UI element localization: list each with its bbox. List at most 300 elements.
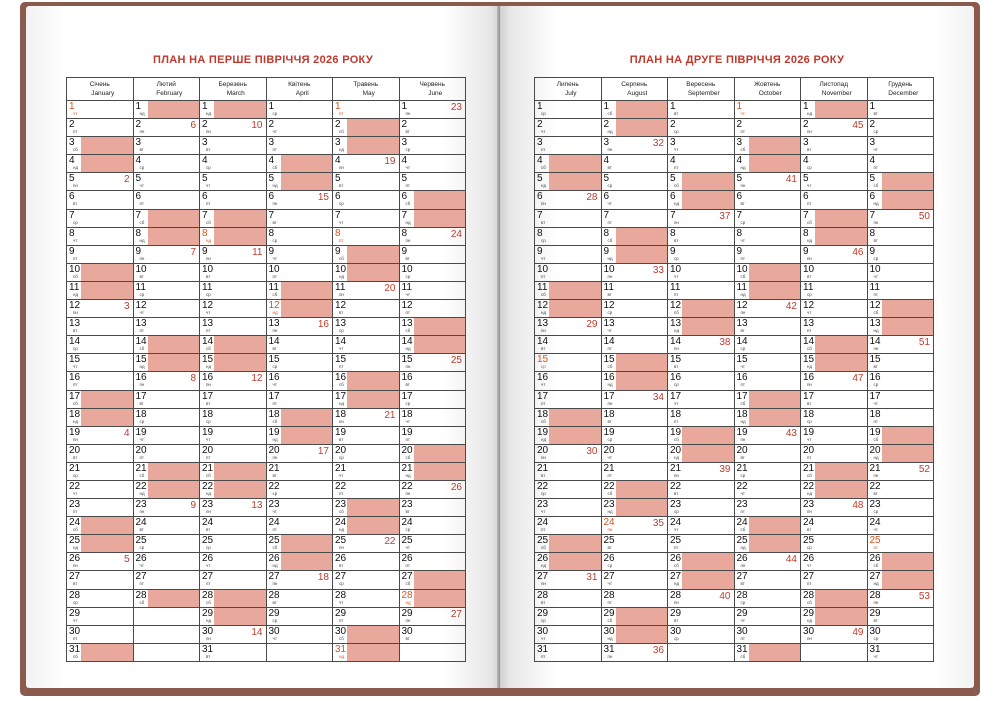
day-cell[interactable] (602, 119, 668, 137)
day-cell[interactable] (333, 499, 399, 517)
day-cell[interactable] (868, 119, 934, 137)
day-cell[interactable] (801, 264, 867, 282)
day-cell[interactable] (400, 644, 466, 662)
day-cell[interactable] (735, 372, 801, 390)
day-cell[interactable] (602, 246, 668, 264)
day-cell[interactable] (267, 101, 333, 119)
day-cell[interactable] (333, 246, 399, 264)
day-cell[interactable] (267, 354, 333, 372)
day-cell[interactable] (868, 137, 934, 155)
day-cell[interactable] (735, 608, 801, 626)
day-cell[interactable] (535, 137, 601, 155)
day-cell[interactable] (801, 191, 867, 209)
day-cell[interactable] (668, 119, 734, 137)
day-cell[interactable] (668, 535, 734, 553)
day-cell[interactable] (868, 391, 934, 409)
day-cell[interactable] (67, 499, 133, 517)
day-cell[interactable] (333, 553, 399, 571)
day-cell[interactable] (200, 372, 266, 390)
day-cell[interactable] (668, 391, 734, 409)
day-cell[interactable] (134, 553, 200, 571)
day-cell[interactable] (134, 228, 200, 246)
day-cell[interactable] (668, 517, 734, 535)
day-cell[interactable] (333, 137, 399, 155)
day-cell[interactable] (200, 409, 266, 427)
day-cell[interactable] (801, 517, 867, 535)
day-cell[interactable] (333, 228, 399, 246)
day-cell[interactable] (801, 481, 867, 499)
day-cell[interactable] (200, 101, 266, 119)
day-cell[interactable] (735, 173, 801, 191)
day-cell[interactable] (602, 644, 668, 662)
day-cell[interactable] (602, 155, 668, 173)
day-cell[interactable] (134, 535, 200, 553)
day-cell[interactable] (400, 590, 466, 608)
day-cell[interactable] (400, 210, 466, 228)
day-cell[interactable] (668, 210, 734, 228)
day-cell[interactable] (868, 517, 934, 535)
day-cell[interactable] (400, 372, 466, 390)
day-cell[interactable] (735, 553, 801, 571)
day-cell[interactable] (400, 336, 466, 354)
day-cell[interactable] (200, 517, 266, 535)
day-cell[interactable] (200, 499, 266, 517)
day-cell[interactable] (801, 608, 867, 626)
day-cell[interactable] (668, 246, 734, 264)
day-cell[interactable] (333, 101, 399, 119)
day-cell[interactable] (801, 372, 867, 390)
day-cell[interactable] (602, 590, 668, 608)
day-cell[interactable] (333, 318, 399, 336)
day-cell[interactable] (801, 336, 867, 354)
day-cell[interactable] (868, 571, 934, 589)
day-cell[interactable] (400, 463, 466, 481)
day-cell[interactable] (400, 155, 466, 173)
day-cell[interactable] (400, 318, 466, 336)
day-cell[interactable] (267, 119, 333, 137)
day-cell[interactable] (400, 535, 466, 553)
day-cell[interactable] (602, 191, 668, 209)
day-cell[interactable] (333, 626, 399, 644)
day-cell[interactable] (668, 191, 734, 209)
day-cell[interactable] (535, 590, 601, 608)
day-cell[interactable] (134, 517, 200, 535)
day-cell[interactable] (801, 137, 867, 155)
day-cell[interactable] (801, 553, 867, 571)
day-cell[interactable] (668, 228, 734, 246)
day-cell[interactable] (200, 336, 266, 354)
day-cell[interactable] (267, 228, 333, 246)
day-cell[interactable] (67, 571, 133, 589)
day-cell[interactable] (134, 246, 200, 264)
day-cell[interactable] (267, 246, 333, 264)
day-cell[interactable] (267, 427, 333, 445)
day-cell[interactable] (735, 264, 801, 282)
day-cell[interactable] (200, 445, 266, 463)
day-cell[interactable] (868, 300, 934, 318)
day-cell[interactable] (134, 445, 200, 463)
day-cell[interactable] (535, 336, 601, 354)
day-cell[interactable] (333, 336, 399, 354)
day-cell[interactable] (200, 300, 266, 318)
day-cell[interactable] (735, 409, 801, 427)
day-cell[interactable] (602, 354, 668, 372)
day-cell[interactable] (668, 590, 734, 608)
day-cell[interactable] (400, 427, 466, 445)
day-cell[interactable] (400, 391, 466, 409)
day-cell[interactable] (400, 137, 466, 155)
day-cell[interactable] (134, 318, 200, 336)
day-cell[interactable] (735, 481, 801, 499)
day-cell[interactable] (200, 318, 266, 336)
day-cell[interactable] (602, 427, 668, 445)
day-cell[interactable] (200, 354, 266, 372)
day-cell[interactable] (868, 590, 934, 608)
day-cell[interactable] (134, 173, 200, 191)
day-cell[interactable] (868, 535, 934, 553)
day-cell[interactable] (602, 517, 668, 535)
day-cell[interactable] (535, 210, 601, 228)
day-cell[interactable] (735, 318, 801, 336)
day-cell[interactable] (134, 571, 200, 589)
day-cell[interactable] (67, 553, 133, 571)
day-cell[interactable] (535, 445, 601, 463)
day-cell[interactable] (67, 481, 133, 499)
day-cell[interactable] (801, 644, 867, 662)
day-cell[interactable] (333, 155, 399, 173)
day-cell[interactable] (200, 264, 266, 282)
day-cell[interactable] (668, 626, 734, 644)
day-cell[interactable] (267, 644, 333, 662)
day-cell[interactable] (535, 101, 601, 119)
day-cell[interactable] (868, 463, 934, 481)
day-cell[interactable] (535, 608, 601, 626)
day-cell[interactable] (67, 535, 133, 553)
day-cell[interactable] (735, 499, 801, 517)
day-cell[interactable] (535, 427, 601, 445)
day-cell[interactable] (333, 463, 399, 481)
day-cell[interactable] (801, 590, 867, 608)
day-cell[interactable] (868, 336, 934, 354)
day-cell[interactable] (267, 318, 333, 336)
day-cell[interactable] (67, 336, 133, 354)
day-cell[interactable] (668, 264, 734, 282)
day-cell[interactable] (267, 372, 333, 390)
day-cell[interactable] (868, 191, 934, 209)
day-cell[interactable] (67, 463, 133, 481)
day-cell[interactable] (735, 191, 801, 209)
day-cell[interactable] (602, 481, 668, 499)
day-cell[interactable] (602, 499, 668, 517)
day-cell[interactable] (267, 155, 333, 173)
day-cell[interactable] (535, 318, 601, 336)
day-cell[interactable] (200, 427, 266, 445)
day-cell[interactable] (134, 608, 200, 626)
day-cell[interactable] (267, 445, 333, 463)
day-cell[interactable] (134, 210, 200, 228)
day-cell[interactable] (134, 499, 200, 517)
day-cell[interactable] (267, 391, 333, 409)
day-cell[interactable] (200, 571, 266, 589)
day-cell[interactable] (333, 535, 399, 553)
day-cell[interactable] (535, 571, 601, 589)
day-cell[interactable] (400, 228, 466, 246)
day-cell[interactable] (67, 391, 133, 409)
day-cell[interactable] (668, 445, 734, 463)
day-cell[interactable] (200, 626, 266, 644)
day-cell[interactable] (801, 445, 867, 463)
day-cell[interactable] (134, 264, 200, 282)
day-cell[interactable] (134, 336, 200, 354)
day-cell[interactable] (668, 644, 734, 662)
day-cell[interactable] (868, 155, 934, 173)
day-cell[interactable] (801, 463, 867, 481)
day-cell[interactable] (67, 608, 133, 626)
day-cell[interactable] (602, 626, 668, 644)
day-cell[interactable] (535, 155, 601, 173)
day-cell[interactable] (400, 354, 466, 372)
day-cell[interactable] (200, 535, 266, 553)
day-cell[interactable] (267, 517, 333, 535)
day-cell[interactable] (400, 499, 466, 517)
day-cell[interactable] (535, 372, 601, 390)
day-cell[interactable] (200, 210, 266, 228)
day-cell[interactable] (267, 463, 333, 481)
day-cell[interactable] (735, 246, 801, 264)
day-cell[interactable] (400, 119, 466, 137)
day-cell[interactable] (668, 173, 734, 191)
day-cell[interactable] (267, 191, 333, 209)
day-cell[interactable] (602, 336, 668, 354)
day-cell[interactable] (868, 372, 934, 390)
day-cell[interactable] (67, 191, 133, 209)
day-cell[interactable] (67, 318, 133, 336)
day-cell[interactable] (134, 372, 200, 390)
day-cell[interactable] (868, 626, 934, 644)
day-cell[interactable] (801, 427, 867, 445)
day-cell[interactable] (134, 481, 200, 499)
day-cell[interactable] (801, 282, 867, 300)
day-cell[interactable] (602, 463, 668, 481)
day-cell[interactable] (602, 228, 668, 246)
day-cell[interactable] (134, 463, 200, 481)
day-cell[interactable] (200, 590, 266, 608)
day-cell[interactable] (267, 173, 333, 191)
day-cell[interactable] (868, 608, 934, 626)
day-cell[interactable] (735, 282, 801, 300)
day-cell[interactable] (535, 264, 601, 282)
day-cell[interactable] (535, 481, 601, 499)
day-cell[interactable] (668, 137, 734, 155)
day-cell[interactable] (200, 608, 266, 626)
day-cell[interactable] (267, 300, 333, 318)
day-cell[interactable] (668, 427, 734, 445)
day-cell[interactable] (134, 427, 200, 445)
day-cell[interactable] (67, 210, 133, 228)
day-cell[interactable] (400, 173, 466, 191)
day-cell[interactable] (134, 354, 200, 372)
day-cell[interactable] (200, 644, 266, 662)
day-cell[interactable] (267, 608, 333, 626)
day-cell[interactable] (134, 391, 200, 409)
day-cell[interactable] (134, 119, 200, 137)
day-cell[interactable] (535, 246, 601, 264)
day-cell[interactable] (67, 427, 133, 445)
day-cell[interactable] (267, 571, 333, 589)
day-cell[interactable] (134, 282, 200, 300)
day-cell[interactable] (868, 553, 934, 571)
day-cell[interactable] (333, 354, 399, 372)
day-cell[interactable] (333, 300, 399, 318)
day-cell[interactable] (535, 391, 601, 409)
day-cell[interactable] (735, 354, 801, 372)
day-cell[interactable] (868, 499, 934, 517)
day-cell[interactable] (868, 246, 934, 264)
day-cell[interactable] (602, 101, 668, 119)
day-cell[interactable] (801, 101, 867, 119)
day-cell[interactable] (267, 481, 333, 499)
day-cell[interactable] (801, 354, 867, 372)
day-cell[interactable] (67, 282, 133, 300)
day-cell[interactable] (735, 427, 801, 445)
day-cell[interactable] (67, 644, 133, 662)
day-cell[interactable] (333, 119, 399, 137)
day-cell[interactable] (735, 517, 801, 535)
day-cell[interactable] (668, 372, 734, 390)
day-cell[interactable] (333, 481, 399, 499)
day-cell[interactable] (535, 517, 601, 535)
day-cell[interactable] (668, 608, 734, 626)
day-cell[interactable] (333, 644, 399, 662)
day-cell[interactable] (400, 517, 466, 535)
day-cell[interactable] (267, 336, 333, 354)
day-cell[interactable] (602, 553, 668, 571)
day-cell[interactable] (668, 354, 734, 372)
day-cell[interactable] (668, 336, 734, 354)
day-cell[interactable] (535, 535, 601, 553)
day-cell[interactable] (801, 155, 867, 173)
day-cell[interactable] (868, 264, 934, 282)
day-cell[interactable] (333, 391, 399, 409)
day-cell[interactable] (668, 300, 734, 318)
day-cell[interactable] (67, 372, 133, 390)
day-cell[interactable] (67, 173, 133, 191)
day-cell[interactable] (735, 644, 801, 662)
day-cell[interactable] (200, 119, 266, 137)
day-cell[interactable] (333, 608, 399, 626)
day-cell[interactable] (801, 210, 867, 228)
day-cell[interactable] (134, 300, 200, 318)
day-cell[interactable] (735, 590, 801, 608)
day-cell[interactable] (868, 481, 934, 499)
day-cell[interactable] (868, 354, 934, 372)
day-cell[interactable] (267, 282, 333, 300)
day-cell[interactable] (67, 300, 133, 318)
day-cell[interactable] (333, 517, 399, 535)
day-cell[interactable] (267, 409, 333, 427)
day-cell[interactable] (735, 119, 801, 137)
day-cell[interactable] (400, 246, 466, 264)
day-cell[interactable] (267, 626, 333, 644)
day-cell[interactable] (535, 300, 601, 318)
day-cell[interactable] (668, 101, 734, 119)
day-cell[interactable] (267, 553, 333, 571)
day-cell[interactable] (134, 409, 200, 427)
day-cell[interactable] (735, 137, 801, 155)
day-cell[interactable] (602, 535, 668, 553)
day-cell[interactable] (535, 553, 601, 571)
day-cell[interactable] (801, 318, 867, 336)
day-cell[interactable] (602, 282, 668, 300)
day-cell[interactable] (602, 608, 668, 626)
day-cell[interactable] (868, 101, 934, 119)
day-cell[interactable] (333, 173, 399, 191)
day-cell[interactable] (67, 119, 133, 137)
day-cell[interactable] (200, 481, 266, 499)
day-cell[interactable] (602, 445, 668, 463)
day-cell[interactable] (602, 264, 668, 282)
day-cell[interactable] (200, 391, 266, 409)
day-cell[interactable] (602, 210, 668, 228)
day-cell[interactable] (200, 282, 266, 300)
day-cell[interactable] (267, 499, 333, 517)
day-cell[interactable] (535, 409, 601, 427)
day-cell[interactable] (535, 282, 601, 300)
day-cell[interactable] (134, 137, 200, 155)
day-cell[interactable] (267, 535, 333, 553)
day-cell[interactable] (400, 481, 466, 499)
day-cell[interactable] (67, 137, 133, 155)
day-cell[interactable] (400, 571, 466, 589)
day-cell[interactable] (400, 626, 466, 644)
day-cell[interactable] (67, 228, 133, 246)
day-cell[interactable] (668, 155, 734, 173)
day-cell[interactable] (134, 191, 200, 209)
day-cell[interactable] (134, 626, 200, 644)
day-cell[interactable] (735, 626, 801, 644)
day-cell[interactable] (67, 409, 133, 427)
day-cell[interactable] (535, 626, 601, 644)
day-cell[interactable] (67, 101, 133, 119)
day-cell[interactable] (602, 391, 668, 409)
day-cell[interactable] (868, 228, 934, 246)
day-cell[interactable] (735, 463, 801, 481)
day-cell[interactable] (735, 228, 801, 246)
day-cell[interactable] (602, 137, 668, 155)
day-cell[interactable] (868, 427, 934, 445)
day-cell[interactable] (801, 228, 867, 246)
day-cell[interactable] (801, 119, 867, 137)
day-cell[interactable] (801, 535, 867, 553)
day-cell[interactable] (868, 318, 934, 336)
day-cell[interactable] (400, 409, 466, 427)
day-cell[interactable] (400, 300, 466, 318)
day-cell[interactable] (535, 499, 601, 517)
day-cell[interactable] (67, 155, 133, 173)
day-cell[interactable] (400, 101, 466, 119)
day-cell[interactable] (801, 173, 867, 191)
day-cell[interactable] (801, 571, 867, 589)
day-cell[interactable] (801, 246, 867, 264)
day-cell[interactable] (200, 246, 266, 264)
day-cell[interactable] (333, 210, 399, 228)
day-cell[interactable] (333, 282, 399, 300)
day-cell[interactable] (535, 644, 601, 662)
day-cell[interactable] (735, 155, 801, 173)
day-cell[interactable] (267, 590, 333, 608)
day-cell[interactable] (668, 318, 734, 336)
day-cell[interactable] (735, 210, 801, 228)
